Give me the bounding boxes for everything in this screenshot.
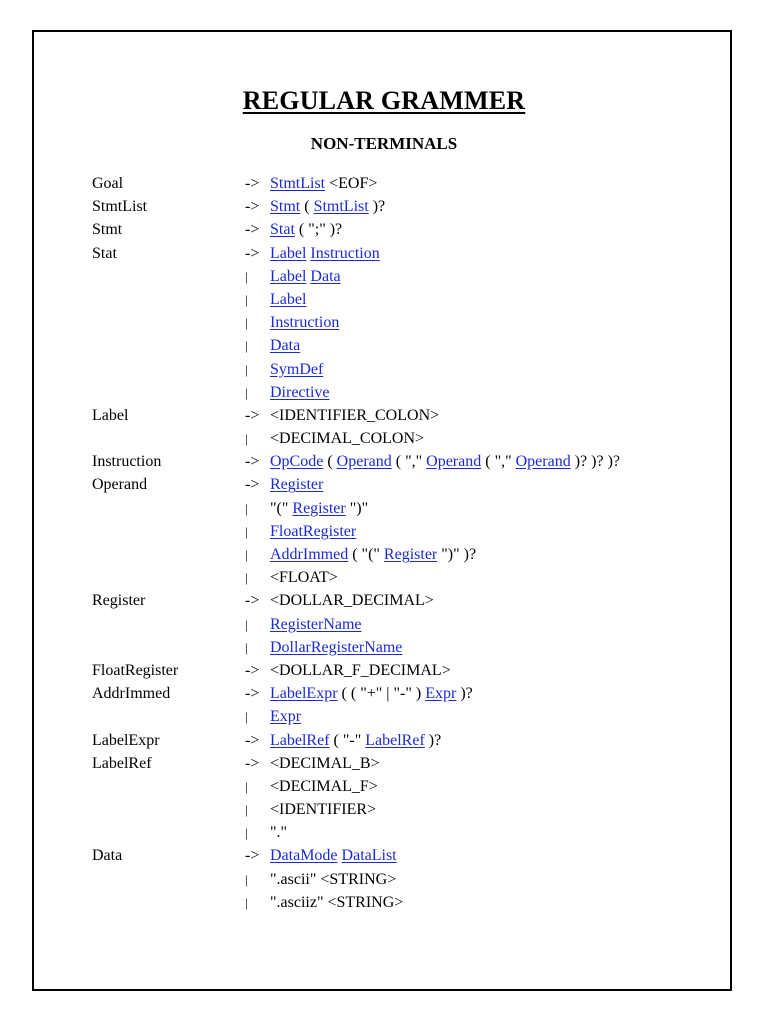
rule-body: [270, 821, 287, 844]
rule-body: [270, 891, 403, 914]
nonterminal-link[interactable]: Expr: [270, 708, 302, 726]
terminal-text: (: [300, 198, 314, 216]
nonterminal-link[interactable]: FloatRegister: [270, 522, 357, 540]
rule-body: [270, 242, 380, 265]
rule-body: [270, 404, 439, 427]
rule-body: [270, 775, 378, 798]
production-arrow: ->: [245, 198, 260, 216]
grammar-rule: [92, 242, 732, 265]
terminal-text: ")": [345, 499, 369, 517]
rule-body: [270, 705, 301, 728]
alternative-bar: |: [245, 802, 248, 818]
terminal-text: ")" )?: [437, 546, 477, 563]
grammar-rule: [92, 404, 732, 427]
nonterminal-link[interactable]: Stmt: [270, 198, 301, 216]
terminal-text: <IDENTIFIER>: [270, 801, 377, 819]
terminal-text: <DECIMAL_COLON>: [270, 430, 425, 448]
grammar-rule: [92, 334, 732, 357]
rule-name: FloatRegister: [92, 661, 179, 679]
nonterminal-link[interactable]: LabelRef: [270, 731, 330, 749]
nonterminal-link[interactable]: Instruction: [270, 314, 340, 332]
terminal-text: ".asciiz" <STRING>: [270, 893, 404, 911]
production-arrow: ->: [245, 476, 260, 494]
alternative-bar: |: [245, 778, 248, 794]
grammar-rule: [92, 775, 732, 798]
rule-body: [270, 798, 376, 821]
alternative-bar: |: [245, 523, 248, 539]
nonterminal-link[interactable]: Stat: [270, 221, 295, 239]
production-arrow: ->: [245, 685, 260, 703]
production-arrow: ->: [245, 453, 260, 471]
grammar-rule: [92, 705, 732, 728]
nonterminal-link[interactable]: Data: [310, 267, 341, 285]
nonterminal-link[interactable]: Operand: [426, 453, 482, 471]
rule-name: Goal: [92, 175, 124, 192]
rule-body: [270, 218, 342, 241]
grammar-rule: [92, 798, 732, 821]
grammar-rules: [92, 172, 732, 914]
nonterminal-link[interactable]: StmtList: [313, 198, 369, 216]
rule-body: [270, 334, 300, 357]
alternative-bar: |: [245, 291, 248, 307]
grammar-rule: [92, 288, 732, 311]
terminal-text: (: [323, 453, 337, 471]
rule-name: Operand: [92, 476, 148, 494]
production-arrow: ->: [245, 221, 260, 239]
alternative-bar: |: [245, 825, 248, 841]
alternative-bar: |: [245, 894, 248, 910]
rule-body: [270, 195, 385, 218]
rule-body: [270, 473, 323, 496]
nonterminal-link[interactable]: LabelRef: [365, 731, 425, 749]
rule-body: [270, 682, 473, 705]
production-arrow: ->: [245, 847, 260, 865]
grammar-rule: [92, 497, 732, 520]
nonterminal-link[interactable]: StmtList: [270, 175, 326, 192]
terminal-text: <DOLLAR_F_DECIMAL>: [270, 661, 451, 679]
nonterminal-link[interactable]: Expr: [425, 685, 457, 703]
grammar-rule: [92, 265, 732, 288]
nonterminal-link[interactable]: Label: [270, 244, 307, 262]
grammar-rule: [92, 589, 732, 612]
rule-body: [270, 311, 339, 334]
nonterminal-link[interactable]: Operand: [336, 453, 392, 471]
terminal-text: <IDENTIFIER_COLON>: [270, 406, 440, 424]
grammar-rule: [92, 450, 732, 473]
rule-name: Register: [92, 592, 146, 610]
terminal-text: ( "-": [329, 731, 366, 749]
grammar-rule: [92, 566, 732, 589]
nonterminal-link[interactable]: Instruction: [310, 244, 380, 262]
rule-body: [270, 543, 476, 566]
nonterminal-link[interactable]: Register: [292, 499, 346, 517]
alternative-bar: |: [245, 709, 248, 725]
rule-name: LabelRef: [92, 754, 152, 772]
grammar-rule: [92, 891, 732, 914]
rule-name: Instruction: [92, 453, 162, 471]
alternative-bar: |: [245, 338, 248, 354]
rule-body: [270, 381, 330, 404]
rule-name: LabelExpr: [92, 731, 160, 749]
terminal-text: <FLOAT>: [270, 569, 338, 587]
terminal-text: )?: [456, 685, 473, 703]
terminal-text: ( ",": [481, 453, 516, 471]
terminal-text: )?: [368, 198, 386, 216]
nonterminal-link[interactable]: DataMode: [270, 847, 338, 865]
grammar-rule: [92, 520, 732, 543]
rule-body: [270, 659, 451, 682]
alternative-bar: |: [245, 871, 248, 887]
rule-name: Label: [92, 406, 129, 424]
terminal-text: )?: [424, 731, 442, 749]
grammar-rule: [92, 844, 732, 867]
alternative-bar: |: [245, 639, 248, 655]
terminal-text: ( ",": [391, 453, 427, 471]
production-arrow: ->: [245, 244, 260, 262]
nonterminal-link[interactable]: Label: [270, 290, 307, 308]
nonterminal-link[interactable]: AddrImmed: [270, 546, 349, 563]
nonterminal-link[interactable]: OpCode: [270, 453, 324, 471]
production-arrow: ->: [245, 592, 260, 610]
alternative-bar: |: [245, 384, 248, 400]
rule-body: [270, 358, 323, 381]
grammar-rule: [92, 473, 732, 496]
grammar-rule: [92, 311, 732, 334]
terminal-text: <EOF>: [325, 175, 378, 192]
production-arrow: ->: [245, 754, 260, 772]
rule-body: [270, 450, 620, 473]
production-arrow: ->: [245, 175, 260, 192]
nonterminal-link[interactable]: DataList: [341, 847, 397, 865]
alternative-bar: |: [245, 268, 248, 284]
nonterminal-link[interactable]: Register: [383, 546, 438, 563]
rule-body: [270, 636, 402, 659]
alternative-bar: |: [245, 570, 248, 586]
rule-name: Data: [92, 847, 123, 865]
terminal-text: ".": [270, 824, 288, 842]
alternative-bar: |: [245, 361, 248, 377]
terminal-text: ".ascii" <STRING>: [270, 870, 397, 888]
rule-body: [270, 427, 424, 450]
terminal-text: <DECIMAL_B>: [270, 754, 380, 772]
grammar-rule: [92, 868, 732, 891]
nonterminal-link[interactable]: Label: [270, 267, 307, 285]
terminal-text: ( "(": [348, 546, 384, 563]
nonterminal-link[interactable]: Register: [270, 476, 324, 494]
alternative-bar: |: [245, 547, 248, 562]
rule-name: StmtList: [92, 198, 148, 216]
rule-body: [270, 172, 377, 195]
rule-body: [270, 497, 368, 520]
grammar-rule: [92, 729, 732, 752]
rule-body: [270, 752, 380, 775]
nonterminal-link[interactable]: LabelExpr: [270, 685, 338, 703]
rule-name: Stat: [92, 244, 117, 262]
alternative-bar: |: [245, 431, 248, 447]
grammar-rule: [92, 821, 732, 844]
terminal-text: ( ( "+" | "-" ): [337, 685, 426, 703]
nonterminal-link[interactable]: Directive: [270, 383, 330, 401]
rule-body: [270, 589, 434, 612]
terminal-text: )? )? )?: [570, 453, 621, 471]
terminal-text: <DOLLAR_DECIMAL>: [270, 592, 434, 610]
rule-body: [270, 613, 362, 636]
alternative-bar: |: [245, 616, 248, 632]
nonterminal-link[interactable]: DollarRegisterName: [270, 638, 403, 656]
grammar-rule: [92, 752, 732, 775]
rule-body: [270, 265, 341, 288]
terminal-text: "(": [270, 499, 293, 517]
grammar-rule: [92, 381, 732, 404]
grammar-rule: [92, 659, 732, 682]
rule-name: Stmt: [92, 221, 123, 239]
nonterminal-link[interactable]: RegisterName: [270, 615, 362, 633]
grammar-rule: [92, 218, 732, 241]
rule-body: [270, 844, 397, 867]
rule-body: [270, 868, 396, 891]
production-arrow: ->: [245, 406, 260, 424]
nonterminal-link[interactable]: Data: [270, 337, 301, 355]
grammar-rule: [92, 543, 732, 566]
rule-body: [270, 566, 338, 589]
rule-name: AddrImmed: [92, 685, 171, 703]
grammar-rule: [92, 427, 732, 450]
grammar-rule: [92, 172, 732, 195]
grammar-rule: [92, 358, 732, 381]
alternative-bar: |: [245, 315, 248, 331]
rule-body: [270, 520, 356, 543]
grammar-rule: [92, 195, 732, 218]
grammar-rule: [92, 613, 732, 636]
grammar-rule: [92, 636, 732, 659]
production-arrow: ->: [245, 661, 260, 679]
nonterminal-link[interactable]: Operand: [515, 453, 571, 471]
grammar-rule: [92, 682, 732, 705]
terminal-text: <DECIMAL_F>: [270, 777, 378, 795]
terminal-text: ( ";" )?: [294, 221, 343, 239]
nonterminal-link[interactable]: SymDef: [270, 360, 324, 378]
alternative-bar: |: [245, 500, 248, 516]
section-heading: NON-TERMINALS: [310, 134, 458, 153]
document-title: REGULAR GRAMMER: [242, 86, 526, 115]
rule-body: [270, 729, 441, 752]
production-arrow: ->: [245, 731, 260, 749]
rule-body: [270, 288, 306, 311]
